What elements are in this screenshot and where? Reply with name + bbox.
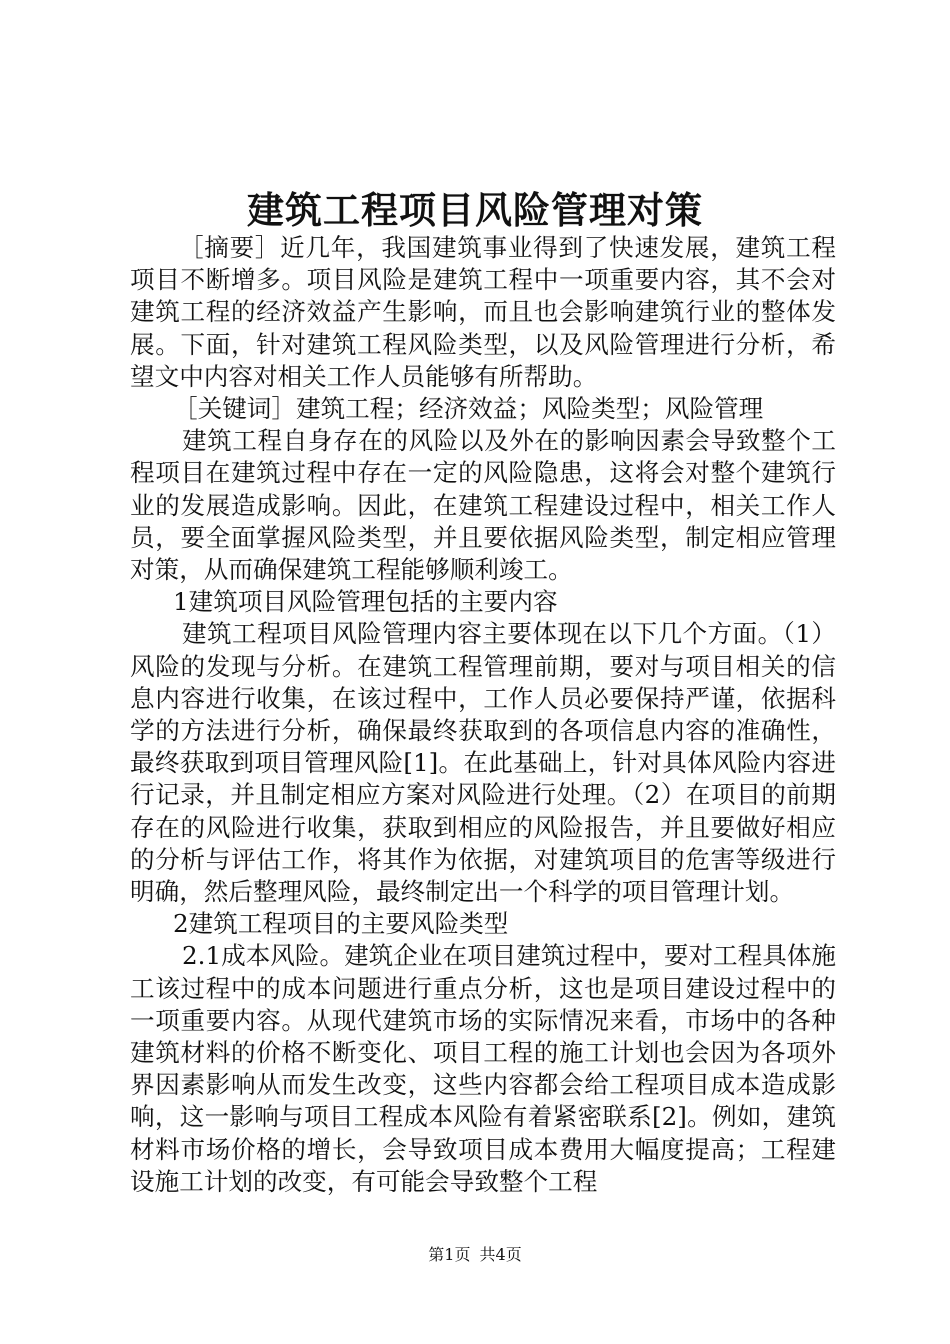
intro-paragraph: 建筑工程自身存在的风险以及外在的影响因素会导致整个工程项目在建筑过程中存在一定的风险隐患，这将会对整个建筑行业的发展造成影响。因此，在建筑工程建设过程中，相关工作人员，要全面掌握风险类型，并且要依据风险类型，制定相应管理对策，从而确保建筑工程能够顺利竣工。 (130, 426, 836, 585)
page-total: 共4页 (479, 1245, 522, 1264)
section-heading-1: 1建筑项目风险管理包括的主要内容 (173, 587, 558, 617)
document-title: 建筑工程项目风险管理对策 (247, 188, 703, 232)
page-footer (0, 1244, 950, 1266)
keywords-paragraph: ［关键词］建筑工程；经济效益；风险类型；风险管理 (173, 394, 764, 424)
abstract-paragraph: ［摘要］近几年，我国建筑事业得到了快速发展，建筑工程项目不断增多。项目风险是建筑工程中一项重要内容，其不会对建筑工程的经济效益产生影响，而且也会影响建筑行业的整体发展。下面，针对建筑工程风险类型，以及风险管理进行分析，希望文中内容对相关工作人员能够有所帮助。 (130, 233, 836, 391)
document-body (130, 232, 836, 1198)
section1-paragraph: 建筑工程项目风险管理内容主要体现在以下几个方面。（1）风险的发现与分析。在建筑工程管理前期，要对与项目相关的信息内容进行收集，在该过程中，工作人员必要保持严谨，依据科学的方法进行分析，确保最终获取到的各项信息内容的准确性，最终获取到项目管理风险[1]。在此基础上，针对具体风险内容进行记录，并且制定相应方案对风险进行处理。（2）在项目的前期存在的风险进行收集，获取到相应的风险报告，并且要做好相应的分析与评估工作，将其作为依据，对建筑项目的危害等级进行明确，然后整理风险，最终制定出一个科学的项目管理计划。 (130, 619, 836, 907)
section2-paragraph: 2.1成本风险。建筑企业在项目建筑过程中，要对工程具体施工该过程中的成本问题进行重点分析，这也是项目建设过程中的一项重要内容。从现代建筑市场的实际情况来看，市场中的各种建筑材料的价格不断变化、项目工程的施工计划也会因为各项外界因素影响从而发生改变，这些内容都会给工程项目成本造成影响，这一影响与项目工程成本风险有着紧密联系[2]。例如，建筑材料市场价格的增长，会导致项目成本费用大幅度提高；工程建设施工计划的改变，有可能会导致整个工程 (130, 941, 836, 1196)
page-number: 第1页 (428, 1245, 471, 1264)
section-heading-2: 2建筑工程项目的主要风险类型 (173, 909, 509, 939)
